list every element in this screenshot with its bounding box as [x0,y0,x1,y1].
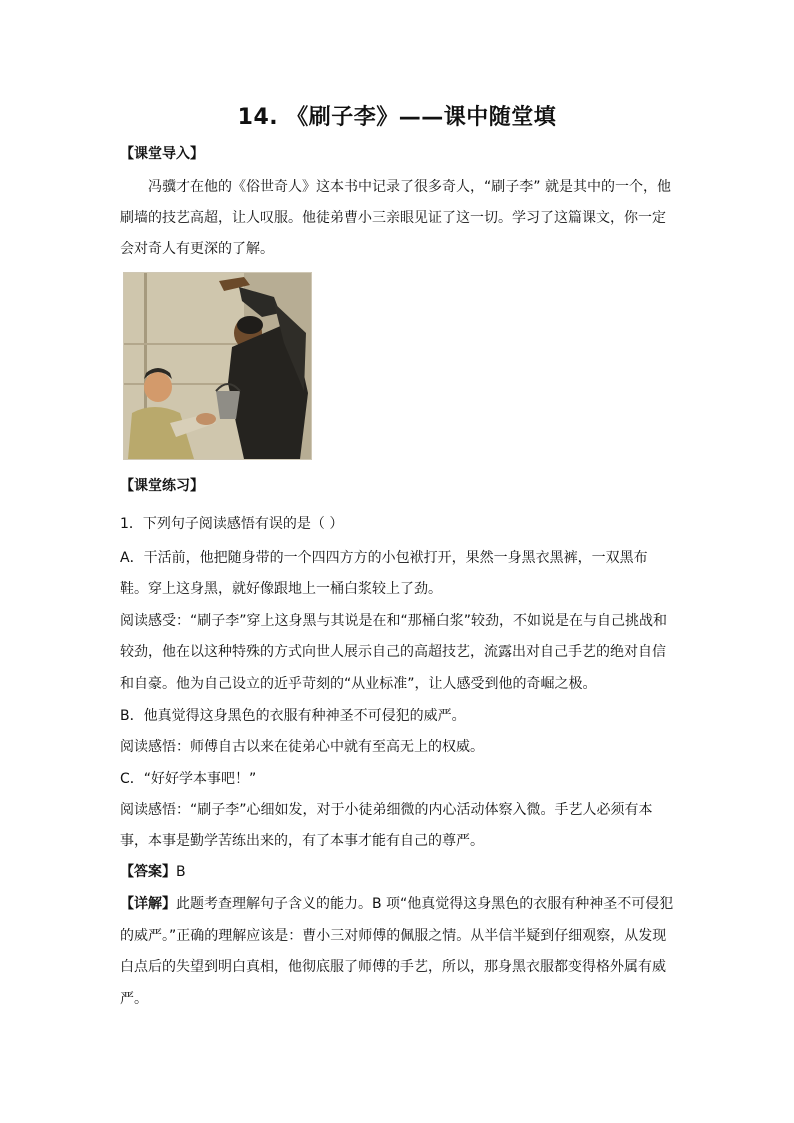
option-b-line: B．他真觉得这身黑色的衣服有种神圣不可侵犯的威严。 [120,708,466,724]
comment-c-line: 事，本事是勤学苦练出来的，有了本事才能有自己的尊严。 [120,833,484,849]
intro-line: 刷墙的技艺高超，让人叹服。他徒弟曹小三亲眼见证了这一切。学习了这篇课文，你一定 [120,210,666,226]
answer-label: 【答案】 [120,864,176,880]
explanation-line [120,894,680,914]
explanation-text: 此题考查理解句子含义的能力。B 项“他真觉得这身黑色的衣服有种神圣不可侵犯 [176,896,674,912]
explanation-label: 【详解】 [120,896,176,912]
comment-a-line: 较劲，他在以这种特殊的方式向世人展示自己的高超技艺，流露出对自己手艺的绝对自信 [120,644,666,660]
explanation-line: 严。 [120,991,148,1007]
comment-b-line: 阅读感悟：师傅自古以来在徒弟心中就有至高无上的权威。 [120,739,484,755]
option-a-line: A．干活前，他把随身带的一个四四方方的小包袱打开，果然一身黑衣黑裤，一双黑布 [120,550,648,566]
question-text: 1．下列句子阅读感悟有误的是（ ） [120,516,344,532]
intro-line: 会对奇人有更深的了解。 [120,241,274,257]
intro-line: 冯骥才在他的《俗世奇人》这本书中记录了很多奇人，“刷子李” 就是其中的一个，他 [148,179,671,195]
comment-a-line: 和自豪。他为自己设立的近乎苛刻的“从业标准”，让人感受到他的奇崛之极。 [120,676,597,692]
section-heading-intro: 【课堂导入】 [120,146,204,162]
section-heading-practice: 【课堂练习】 [120,478,204,494]
answer-line [120,862,680,882]
option-c-line: C．“好好学本事吧！” [120,771,257,787]
painter-illustration [123,272,312,460]
comment-c-line: 阅读感悟：“刷子李”心细如发，对于小徒弟细微的内心活动体察入微。手艺人必须有本 [120,802,653,818]
page-title: 14. 《刷子李》——课中随堂填 [237,105,557,130]
option-a-line: 鞋。穿上这身黑，就好像跟地上一桶白浆较上了劲。 [120,581,442,597]
answer-value: B [176,864,186,880]
explanation-line: 白点后的失望到明白真相，他彻底服了师傅的手艺，所以，那身黑衣服都变得格外属有威 [120,959,666,975]
comment-a-line: 阅读感受：“刷子李”穿上这身黑与其说是在和“那桶白浆”较劲，不如说是在与自己挑战和 [120,613,668,629]
explanation-line: 的威严。”正确的理解应该是：曹小三对师傅的佩服之情。从半信半疑到仔细观察，从发现 [120,928,667,944]
